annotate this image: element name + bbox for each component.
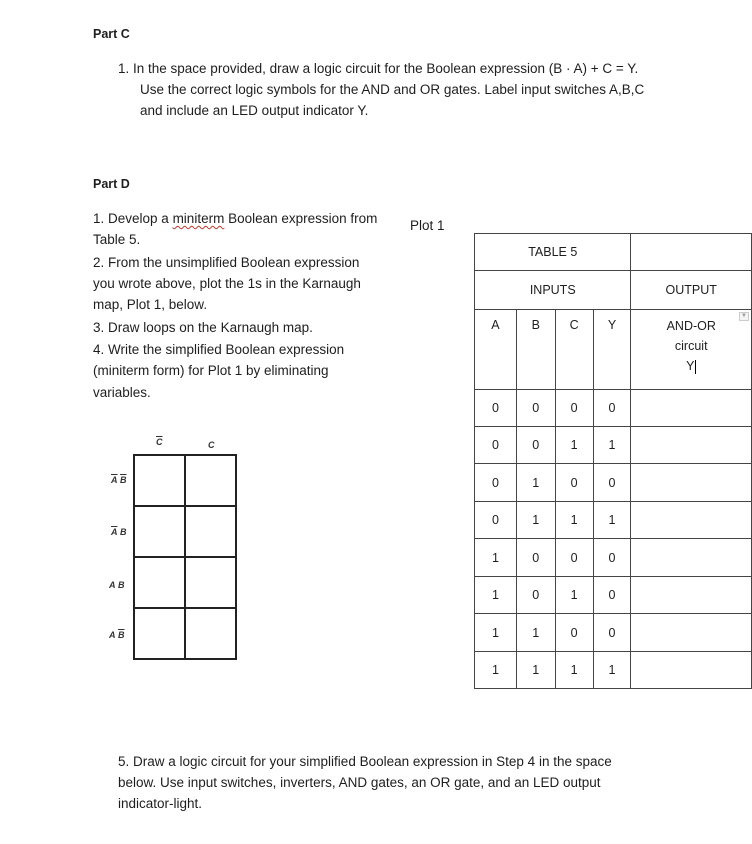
table-row xyxy=(475,539,752,577)
kmap-cell[interactable] xyxy=(184,454,237,507)
kmap-row-label-a-b-bar xyxy=(109,630,125,640)
kmap-row2-b: B xyxy=(118,580,125,590)
cell-c: 1 xyxy=(555,427,593,464)
cell-b: 1 xyxy=(516,464,555,502)
col-header-a: A xyxy=(475,310,517,390)
kmap-cell[interactable] xyxy=(184,556,237,609)
part-d-q4-line3: variables. xyxy=(93,385,151,400)
cell-c: 0 xyxy=(555,614,593,652)
cell-and-or-output[interactable] xyxy=(631,577,752,614)
part-d-q1-prefix: 1. Develop a xyxy=(93,211,173,226)
table-row xyxy=(475,390,752,427)
col-header-y: Y xyxy=(593,310,631,390)
part-d-q1-suffix: Boolean expression from xyxy=(224,211,378,226)
cell-y: 0 xyxy=(593,577,631,614)
and-or-circuit-y: Y xyxy=(686,359,695,373)
part-c-q1-line3: and include an LED output indicator Y. xyxy=(140,103,369,118)
kmap-cell[interactable] xyxy=(133,607,186,660)
kmap-cell[interactable] xyxy=(133,505,186,558)
and-or-circuit-header[interactable] xyxy=(631,310,752,390)
table-5-title: TABLE 5 xyxy=(475,234,631,271)
part-d-q5-line3: indicator-light. xyxy=(118,796,203,811)
part-c-q1-line1: 1. In the space provided, draw a logic circuit for the Boolean expression (B · A) + C = Y. xyxy=(118,61,639,76)
kmap-cell[interactable] xyxy=(133,556,186,609)
cell-y: 0 xyxy=(593,390,631,427)
part-d-q2-line1: 2. From the unsimplified Boolean expression xyxy=(93,255,360,270)
cell-b: 1 xyxy=(516,502,555,539)
col-header-c: C xyxy=(555,310,593,390)
part-d-q1-line1 xyxy=(93,208,377,229)
part-d-q2-line3: map, Plot 1, below. xyxy=(93,297,208,312)
kmap-row-label-a-b xyxy=(109,580,125,590)
cell-c: 1 xyxy=(555,577,593,614)
cell-a: 1 xyxy=(475,652,517,689)
kmap-cell[interactable] xyxy=(184,505,237,558)
kmap-cell[interactable] xyxy=(133,454,186,507)
and-or-circuit-line1: AND-OR xyxy=(666,319,716,333)
cell-y: 1 xyxy=(593,652,631,689)
table-row xyxy=(475,502,752,539)
part-c-heading: Part C xyxy=(93,27,130,41)
kmap-row1-a: $\overline{A}$ xyxy=(111,527,118,537)
cell-c: 0 xyxy=(555,390,593,427)
cell-b: 0 xyxy=(516,390,555,427)
kmap-col-label-c-bar xyxy=(156,437,163,447)
part-d-q4-line1: 4. Write the simplified Boolean expression xyxy=(93,342,345,357)
kmap-row0-a: $\overline{A}$ xyxy=(111,475,118,485)
kmap-col-label-c: C xyxy=(208,440,215,450)
cell-and-or-output[interactable] xyxy=(631,464,752,502)
cell-y: 0 xyxy=(593,539,631,577)
part-d-q5-line1: 5. Draw a logic circuit for your simplified Boolean expression in Step 4 in the space xyxy=(118,754,612,769)
kmap-row-label-a-bar-b xyxy=(111,527,127,537)
cell-y: 0 xyxy=(593,614,631,652)
cell-b: 0 xyxy=(516,427,555,464)
part-d-q1-line2: Table 5. xyxy=(93,232,141,247)
cell-and-or-output[interactable] xyxy=(631,502,752,539)
misspelled-word-miniterm: miniterm xyxy=(172,211,225,226)
kmap-row3-b: $\overline{B}$ xyxy=(118,630,125,640)
cell-c: 0 xyxy=(555,539,593,577)
cell-a: 0 xyxy=(475,464,517,502)
table-row xyxy=(475,652,752,689)
cell-a: 1 xyxy=(475,577,517,614)
kmap-row2-a: A xyxy=(109,580,116,590)
cell-y: 1 xyxy=(593,427,631,464)
cell-b: 1 xyxy=(516,652,555,689)
part-d-q2-line2: you wrote above, plot the 1s in the Karnaugh xyxy=(93,276,361,291)
cell-b: 1 xyxy=(516,614,555,652)
dropdown-arrow-icon[interactable]: ▼ xyxy=(739,312,749,321)
part-d-q4-line2: (miniterm form) for Plot 1 by eliminating xyxy=(93,363,329,378)
table-row xyxy=(475,614,752,652)
part-c-q1-line2: Use the correct logic symbols for the AND and OR gates. Label input switches A,B,C xyxy=(140,82,645,97)
and-or-circuit-line2: circuit xyxy=(674,339,708,353)
cell-b: 0 xyxy=(516,577,555,614)
cell-a: 0 xyxy=(475,390,517,427)
output-header: OUTPUT xyxy=(631,271,752,310)
cell-c: 1 xyxy=(555,502,593,539)
cell-c: 0 xyxy=(555,464,593,502)
cell-a: 0 xyxy=(475,427,517,464)
cell-a: 1 xyxy=(475,614,517,652)
kmap-col-label-c-bar-text: $\overline{C}$ xyxy=(156,437,163,447)
cell-y: 1 xyxy=(593,502,631,539)
table-row xyxy=(475,577,752,614)
inputs-header: INPUTS xyxy=(475,271,631,310)
cell-and-or-output[interactable] xyxy=(631,539,752,577)
cell-a: 0 xyxy=(475,502,517,539)
cell-and-or-output[interactable] xyxy=(631,390,752,427)
kmap-row-label-a-bar-b-bar xyxy=(111,475,127,485)
cell-b: 0 xyxy=(516,539,555,577)
table-row xyxy=(475,427,752,464)
text-cursor xyxy=(695,360,696,374)
kmap-row0-b: $\overline{B}$ xyxy=(120,475,127,485)
kmap-row1-b: B xyxy=(120,527,127,537)
plot-1-label: Plot 1 xyxy=(410,218,445,233)
part-d-q5-line2: below. Use input switches, inverters, AND gates, an OR gate, and an LED output xyxy=(118,775,601,790)
kmap-row3-a: A xyxy=(109,630,116,640)
table-5-title-blank[interactable] xyxy=(631,234,752,271)
kmap-cell[interactable] xyxy=(184,607,237,660)
cell-a: 1 xyxy=(475,539,517,577)
col-header-b: B xyxy=(516,310,555,390)
table-5 xyxy=(474,233,752,689)
and-or-circuit-line3 xyxy=(631,356,751,376)
part-d-heading: Part D xyxy=(93,177,130,191)
cell-y: 0 xyxy=(593,464,631,502)
part-d-q3: 3. Draw loops on the Karnaugh map. xyxy=(93,320,313,335)
cell-and-or-output[interactable] xyxy=(631,427,752,464)
cell-c: 1 xyxy=(555,652,593,689)
table-row xyxy=(475,464,752,502)
cell-and-or-output[interactable] xyxy=(631,652,752,689)
cell-and-or-output[interactable] xyxy=(631,614,752,652)
